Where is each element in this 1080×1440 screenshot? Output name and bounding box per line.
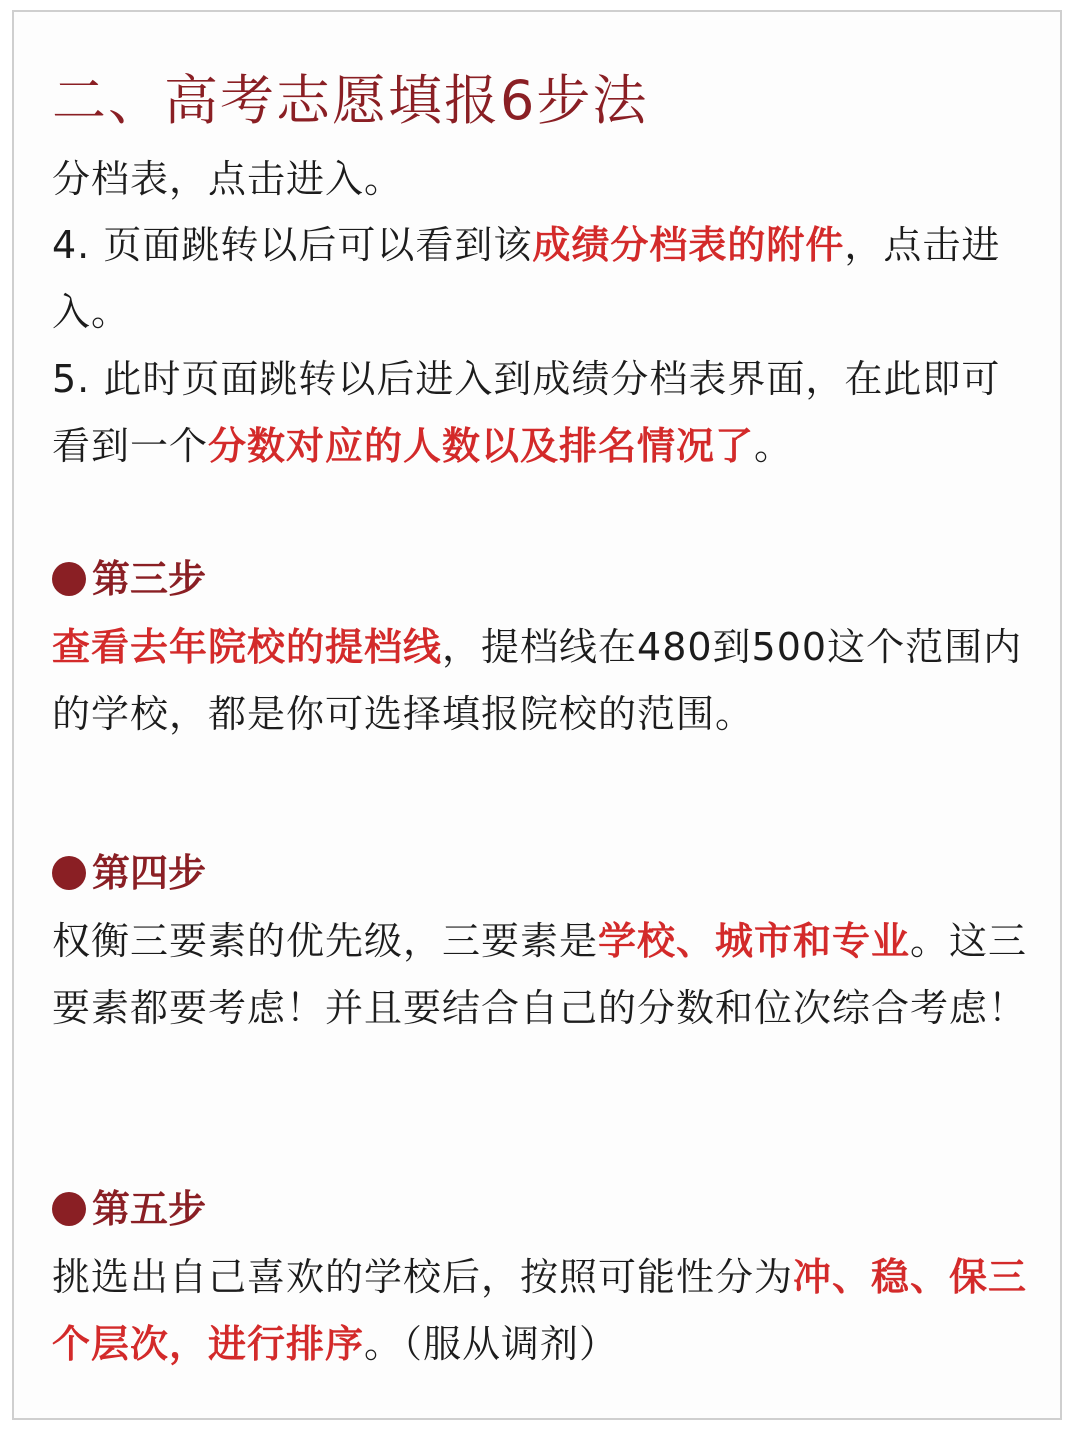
step-4-heading-text: 第四步 [92, 851, 207, 895]
step-3-paragraph [52, 614, 1032, 748]
step-5-text-before: 挑选出自己喜欢的学校后，按照可能性分为 [52, 1255, 794, 1299]
item-4-text-before: 4. 页面跳转以后可以看到该 [52, 223, 533, 267]
step-5-heading [52, 1184, 206, 1234]
step-4-text-before: 权衡三要素的优先级，三要素是 [52, 919, 599, 963]
bullet-dot-icon [52, 1192, 86, 1226]
step-3-highlight: 查看去年院校的提档线 [52, 625, 443, 669]
step-5-heading-text: 第五步 [92, 1187, 207, 1231]
item-4-paragraph [52, 212, 1032, 346]
bullet-dot-icon [52, 562, 86, 596]
item-4-text-after: ，点击进入。 [52, 223, 1001, 334]
step-4-highlight: 学校、城市和专业 [598, 919, 911, 963]
step-5-highlight: 冲、稳、保三个层次，进行排序 [52, 1255, 1028, 1366]
step-5-paragraph [52, 1244, 1032, 1378]
intro-paragraph [52, 146, 1032, 213]
item-5-text-before: 5. 此时页面跳转以后进入到成绩分档表界面，在此即可看到一个 [52, 357, 1001, 468]
page-title: 二、高考志愿填报6步法 [52, 69, 649, 132]
item-4-highlight: 成绩分档表的附件 [532, 223, 845, 267]
step-3-heading-text: 第三步 [92, 557, 207, 601]
step-3-text-after: ，提档线在480到500这个范围内的学校，都是你可选择填报院校的范围。 [52, 625, 1023, 736]
item-5-highlight: 分数对应的人数以及排名情况了 [208, 424, 755, 468]
item-5-text-after: 。 [754, 424, 794, 468]
intro-text: 分档表，点击进入。 [52, 157, 404, 201]
bullet-dot-icon [52, 856, 86, 890]
step-4-paragraph [52, 908, 1032, 1042]
step-5-text-after: 。（服从调剂） [364, 1322, 619, 1366]
step-4-heading [52, 848, 206, 898]
item-5-paragraph [52, 346, 1032, 480]
step-4-text-after: 。这三要素都要考虑！并且要结合自己的分数和位次综合考虑！ [52, 919, 1028, 1030]
step-3-heading [52, 554, 206, 604]
